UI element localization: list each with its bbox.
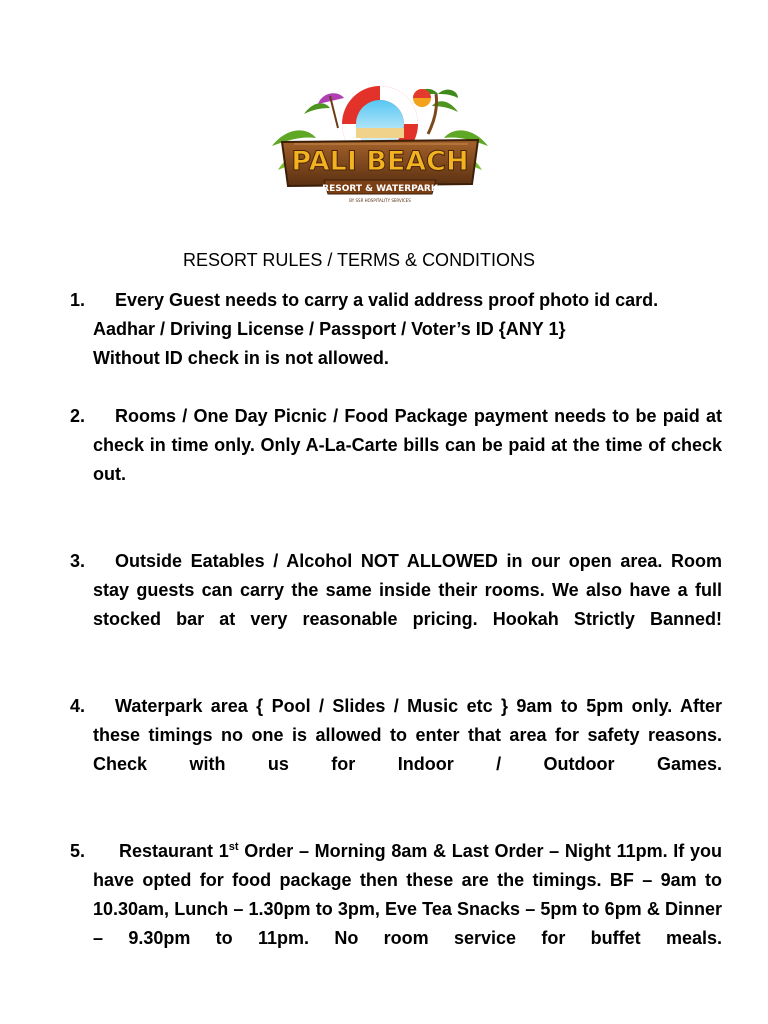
rule-item-3 (70, 547, 722, 663)
rule-text (93, 837, 722, 982)
rule-line: Aadhar / Driving License / Passport / Voter’s ID {ANY 1} (93, 319, 566, 339)
rule-text: Rooms / One Day Picnic / Food Package payment needs to be paid at check in time only. Only A-La-Carte bills can be paid at the time of check out. (93, 406, 722, 484)
rule-item-5 (70, 837, 722, 982)
ordinal-suffix: st (228, 841, 239, 853)
rules-list (70, 286, 722, 1011)
rule-text: Outside Eatables / Alcohol NOT ALLOWED in our open area. Room stay guests can carry the same inside their rooms. We also have a full stocked bar at very reasonable pricing. Hookah Strictly Banned! (93, 551, 722, 629)
rule-number: 5. (70, 841, 86, 861)
rule-text-start: Restaurant 1 (119, 841, 229, 861)
rule-item-4 (70, 692, 722, 808)
page-title: RESORT RULES / TERMS & CONDITIONS (183, 250, 536, 270)
rule-number: 1. (70, 290, 86, 310)
rule-number: 2. (70, 406, 86, 426)
logo-subtitle: RESORT & WATERPARK (322, 184, 438, 194)
pali-beach-logo (268, 84, 492, 206)
logo-title: PALI BEACH (291, 146, 469, 177)
rule-text (93, 286, 722, 373)
rule-item-2 (70, 402, 722, 518)
rule-line: Without ID check in is not allowed. (93, 348, 389, 368)
rule-line: Every Guest needs to carry a valid address proof photo id card. (115, 290, 659, 310)
rule-number: 3. (70, 551, 86, 571)
rule-number: 4. (70, 696, 86, 716)
rule-text-rest: Order – Morning 8am & Last Order – Night 11pm. If you have opted for food package then these are the timings. BF – 9am to 10.30am, Lunch – 1.30pm to 3pm, Eve Tea Snacks – 5pm to 6pm & Dinner – 9.30pm to 11pm. No room service for buffet meals. (93, 841, 723, 948)
logo-tagline: BY SSR HOSPITALITY SERVICES (349, 198, 411, 203)
rule-item-1 (70, 286, 722, 373)
rule-text: Waterpark area { Pool / Slides / Music etc } 9am to 5pm only. After these timings no one is allowed to enter that area for safety reasons. Check with us for Indoor / Outdoor Games. (93, 696, 722, 774)
